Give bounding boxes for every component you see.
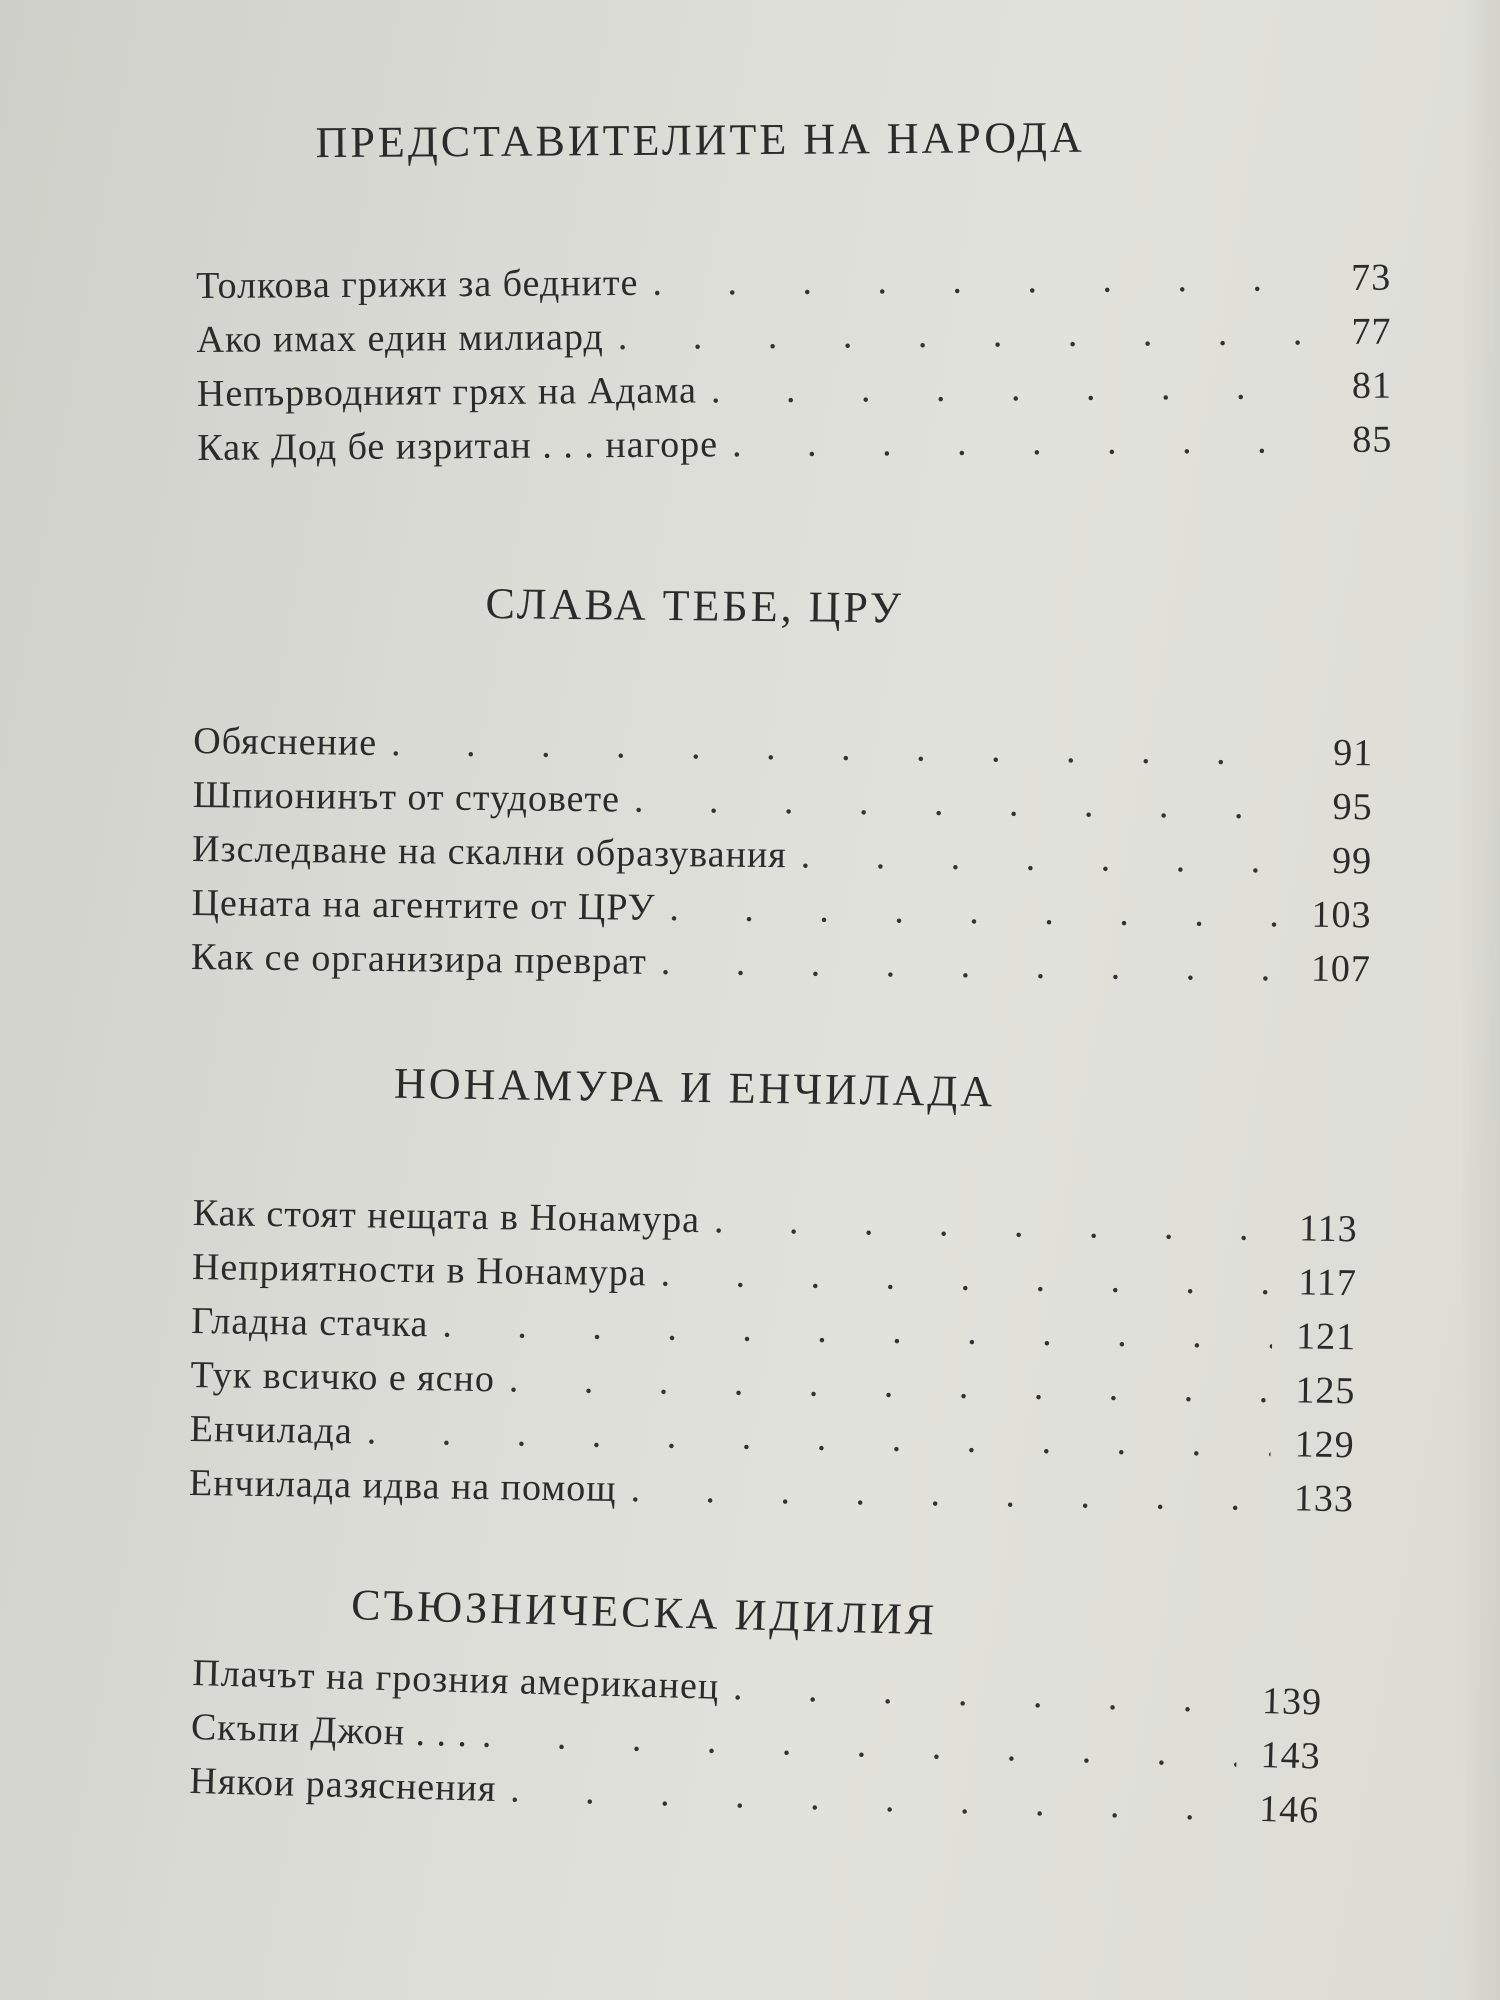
entry-page-number: 107 — [1310, 947, 1372, 991]
entry-title: Изследване на скални образувания — [191, 827, 787, 877]
toc-section — [191, 575, 1395, 997]
entry-page-number: 103 — [1311, 893, 1372, 937]
entry-title: Ако имах един милиард — [196, 316, 604, 361]
entry-title: Толкова грижи за бедните — [196, 261, 639, 307]
toc-section — [189, 1575, 1395, 1839]
dot-leader — [732, 413, 1309, 471]
entry-page-number: 125 — [1295, 1369, 1356, 1413]
entry-title: Тук всичко е ясно — [190, 1353, 496, 1401]
toc-section — [195, 110, 1397, 475]
toc-entry — [196, 305, 1391, 367]
entry-title: Как стоят нещата в Нонамура — [192, 1191, 701, 1242]
toc-entries — [191, 714, 1374, 996]
dot-leader — [391, 716, 1290, 779]
section-title: СЪЮЗНИЧЕСКА ИДИЛИЯ — [350, 1580, 938, 1645]
toc-section — [189, 1055, 1395, 1527]
entry-title: Неприятности в Нонамура — [191, 1245, 647, 1295]
entry-title: Как Дод бе изритан . . . нагоре — [197, 423, 719, 469]
section-title: НОНАМУРА И ЕНЧИЛАДА — [393, 1058, 996, 1117]
dot-leader — [652, 251, 1307, 310]
entry-page-number: 146 — [1258, 1787, 1320, 1832]
entry-title: Енчилада — [189, 1407, 354, 1453]
entry-title: Цената на агентите от ЦРУ — [191, 881, 656, 929]
entry-page-number: 73 — [1350, 256, 1392, 299]
toc-entries — [189, 1186, 1358, 1526]
entry-page-number: 121 — [1295, 1315, 1357, 1359]
entry-title: Някои разяснения — [189, 1759, 497, 1810]
dot-leader — [634, 773, 1289, 834]
dot-leader — [630, 1462, 1270, 1525]
dot-leader — [661, 935, 1288, 996]
dot-leader — [714, 1193, 1274, 1255]
entry-title: Шпионинът от студовете — [192, 773, 621, 821]
entry-title: Непърводният грях на Адама — [196, 369, 698, 415]
toc-entry — [196, 251, 1391, 313]
section-title: СЛАВА ТЕБЕ, ЦРУ — [485, 579, 905, 633]
toc-entry — [191, 930, 1372, 996]
toc-entries — [196, 251, 1392, 475]
entry-page-number: 143 — [1260, 1733, 1322, 1778]
entry-page-number: 129 — [1294, 1423, 1355, 1467]
dot-leader — [660, 1247, 1273, 1310]
entry-title: Енчилада идва на помощ — [188, 1461, 617, 1510]
entry-title: Как се организира преврат — [190, 935, 648, 983]
entry-page-number: 95 — [1332, 785, 1373, 829]
entry-page-number: 85 — [1352, 418, 1393, 461]
entry-page-number: 99 — [1331, 839, 1373, 883]
entry-page-number: 113 — [1298, 1207, 1358, 1251]
entry-page-number: 133 — [1293, 1477, 1355, 1521]
entry-page-number: 139 — [1261, 1679, 1323, 1724]
dot-leader — [711, 359, 1308, 417]
dot-leader — [800, 828, 1288, 887]
dot-leader — [618, 305, 1308, 364]
entry-title: Скъпи Джон . . . — [190, 1705, 469, 1756]
toc-entries — [189, 1646, 1323, 1838]
entry-page-number: 91 — [1332, 731, 1374, 775]
entry-page-number: 117 — [1298, 1261, 1358, 1305]
entry-title: Гладна стачка — [190, 1299, 429, 1346]
page-edge-shadow — [1460, 0, 1500, 2000]
entry-title: Плачът на грозния американец — [191, 1651, 720, 1708]
toc-entry — [197, 359, 1392, 421]
entry-page-number: 81 — [1351, 364, 1393, 407]
entry-page-number: 77 — [1351, 310, 1392, 353]
section-title: ПРЕДСТАВИТЕЛИТЕ НА НАРОДА — [315, 112, 1085, 168]
toc-entry — [197, 413, 1392, 475]
dot-leader — [669, 881, 1288, 941]
entry-title: Обяснение — [193, 719, 378, 764]
